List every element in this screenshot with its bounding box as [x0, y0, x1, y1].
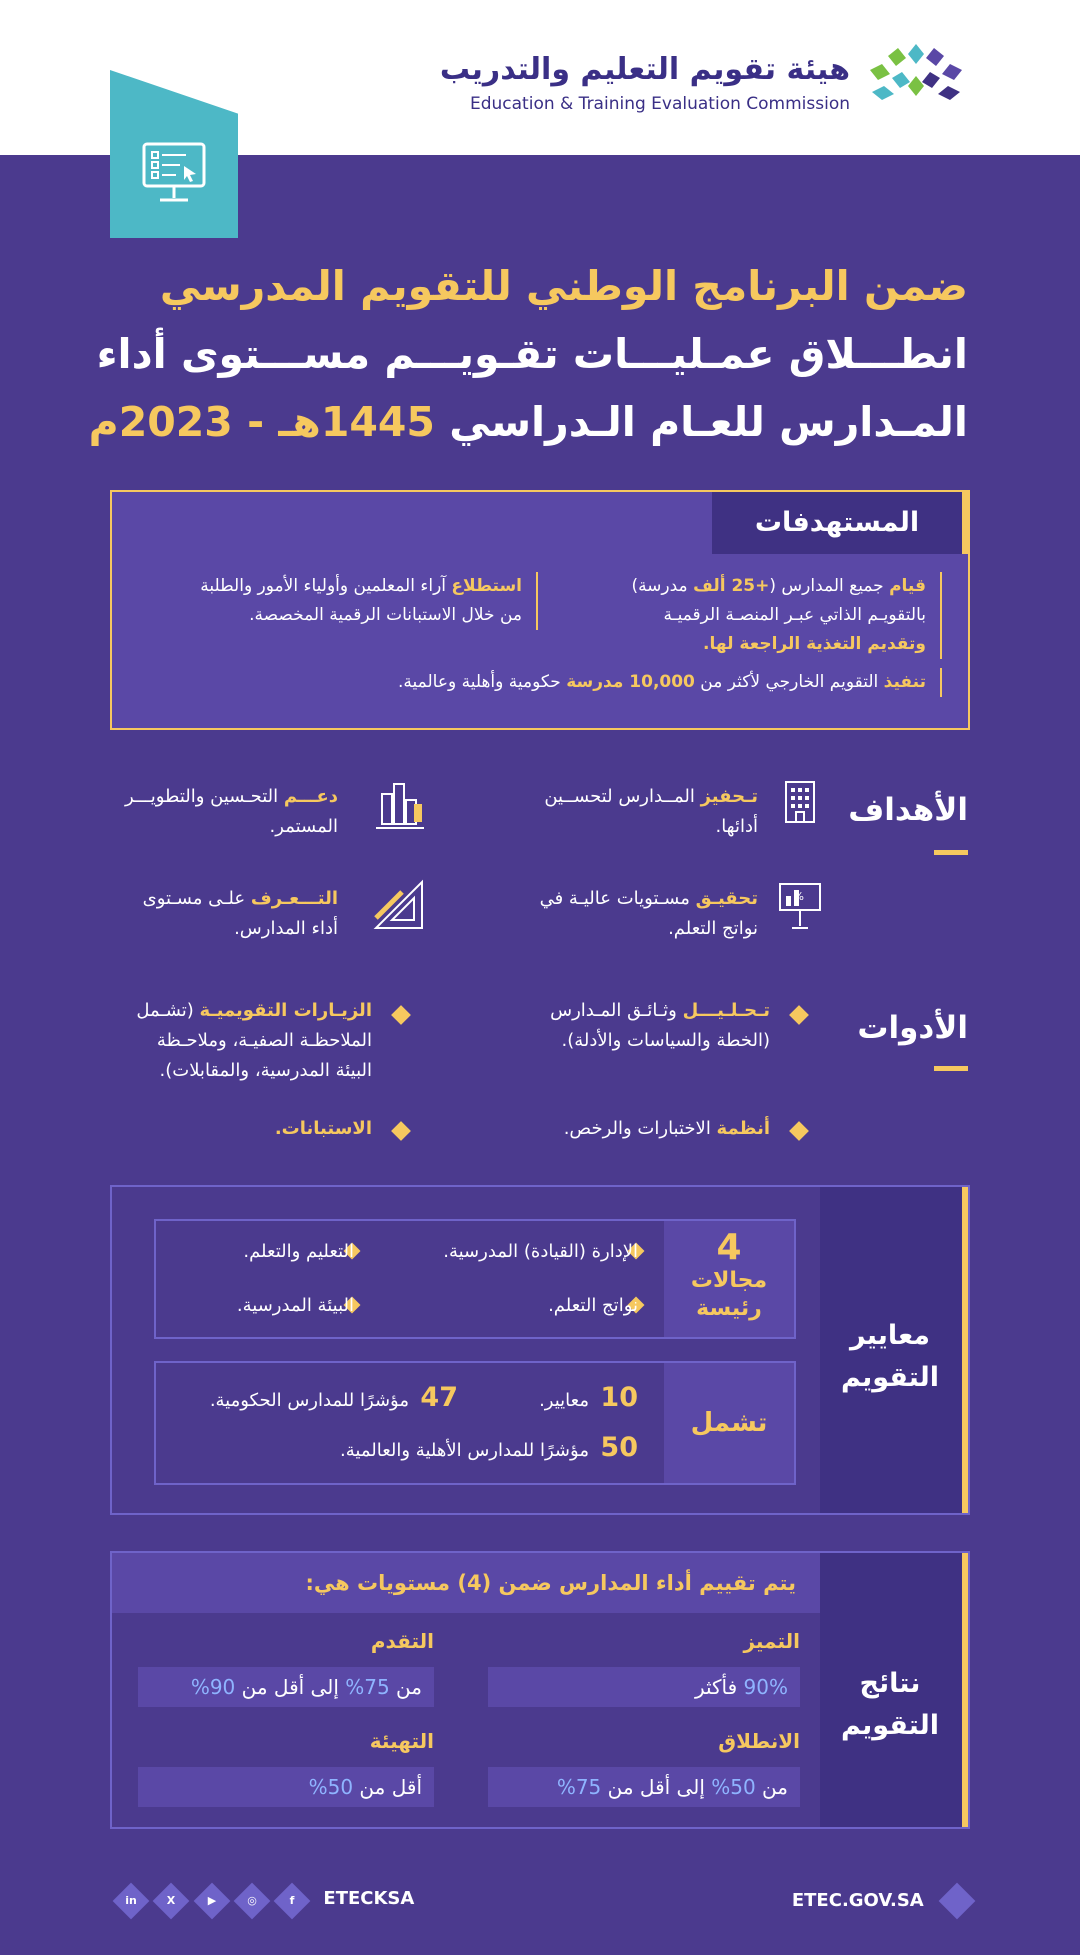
target-item-survey: استطلاع آراء المعلمين وأولياء الأمور والطلبة من خلال الاستبانات الرقمية المخصصة.: [142, 572, 538, 630]
level-excellence-name: التميز: [743, 1629, 800, 1653]
goal-motivate: تـحفيز المــدارس لتحســين أدائها.: [544, 786, 758, 837]
level-launch-range: من 50% إلى أقل من 75%: [488, 1767, 800, 1807]
page-title-line1: انطـــلاق عمـليـــات تقـويـــم مســـتوى أداء: [96, 330, 968, 378]
domains-label: 4 مجالات رئيسة: [664, 1221, 794, 1337]
domain-environment: البيئة المدرسية.: [236, 1295, 354, 1316]
youtube-icon[interactable]: ▶: [193, 1883, 230, 1920]
computer-checklist-icon: [140, 140, 208, 208]
tool-surveys: الاستبانات.: [274, 1118, 372, 1139]
footer: [110, 1880, 970, 1920]
results-box: [110, 1551, 970, 1829]
level-launch-name: الانطلاق: [718, 1729, 800, 1753]
level-readiness-name: التهيئة: [369, 1729, 434, 1753]
presentation-chart-icon: [778, 878, 824, 938]
goal-achieve: تحقيـق مسـتويات عاليـة في نواتج التعلم.: [539, 888, 758, 939]
results-heading: يتم تقييم أداء المدارس ضمن (4) مستويات هي:: [112, 1553, 820, 1613]
targets-heading: المستهدفات: [712, 492, 968, 554]
standards-count: 10 معايير.: [539, 1382, 638, 1413]
domain-leadership: الإدارة (القيادة) المدرسية.: [443, 1241, 638, 1262]
goal-identify: التـــعـرف علـى مسـتوى أداء المدارس.: [142, 888, 338, 939]
private-indicators: 50 مؤشرًا للمدارس الأهلية والعالمية.: [340, 1432, 638, 1463]
social-links: [110, 1888, 414, 1919]
bullet-diamond-icon: [789, 1005, 809, 1025]
tools-heading: الأدوات: [857, 1010, 968, 1046]
social-handle[interactable]: ETECKSA: [323, 1888, 415, 1909]
level-excellence-range: 90% فأكثر: [488, 1667, 800, 1707]
bullet-diamond-icon: [391, 1005, 411, 1025]
criteria-box: [110, 1185, 970, 1515]
gov-indicators: 47 مؤشرًا للمدارس الحكومية.: [209, 1382, 458, 1413]
tool-tests: أنظمة الاختبارات والرخص.: [563, 1118, 770, 1139]
etec-logo-icon: [864, 42, 968, 112]
domain-teaching: التعليم والتعلم.: [243, 1241, 354, 1262]
level-progress-name: التقدم: [370, 1629, 434, 1653]
growth-buildings-icon: [374, 776, 428, 834]
goals-heading: الأهداف: [848, 792, 968, 828]
building-icon: [780, 778, 820, 826]
svg-text:%: %: [793, 890, 804, 903]
website-link[interactable]: ETEC.GOV.SA: [792, 1888, 970, 1914]
includes-box: [154, 1361, 796, 1485]
page-subtitle: ضمن البرنامج الوطني للتقويم المدرسي: [159, 262, 968, 310]
domains-box: [154, 1219, 796, 1339]
bullet-diamond-icon: [391, 1121, 411, 1141]
org-name-en: Education & Training Evaluation Commission: [469, 94, 850, 114]
tools-underline: [934, 1066, 968, 1071]
tool-analysis: تـحـلـيـــل وثـائـق المـدارس (الخطة والسياسات والأدلة).: [550, 1000, 770, 1051]
x-icon[interactable]: X: [153, 1883, 190, 1920]
goal-support: دعـــم التحـسين والتطويـــر المستمر.: [125, 786, 338, 837]
linkedin-icon[interactable]: in: [113, 1883, 150, 1920]
instagram-icon[interactable]: ◎: [233, 1883, 270, 1920]
level-readiness-range: أقل من 50%: [138, 1767, 434, 1807]
org-name-ar: هيئة تقويم التعليم والتدريب: [439, 52, 850, 87]
ruler-pencil-icon: [372, 878, 426, 932]
bullet-diamond-icon: [789, 1121, 809, 1141]
target-item-self-evaluation: قيام جميع المدارس (+25 ألف مدرسة) بالتقويـم الذاتي عبـر المنصـة الرقميـة وتقديم التغذية الراجعة لها.: [586, 572, 942, 659]
page-title-line2: المـدارس للعـام الـدراسي 1445هـ - 2023م: [88, 398, 968, 446]
targets-box: [110, 490, 970, 730]
target-item-external-evaluation: تنفيذ التقويم الخارجي لأكثر من 10,000 مدرسة حكومية وأهلية وعالمية.: [246, 668, 942, 697]
results-side-label: نتائج التقويم: [820, 1553, 968, 1827]
domain-outcomes: نواتج التعلم.: [548, 1295, 638, 1316]
facebook-icon[interactable]: f: [274, 1883, 311, 1920]
globe-icon: [939, 1883, 976, 1920]
criteria-side-label: معايير التقويم: [820, 1187, 968, 1513]
includes-label: تشمل: [664, 1363, 794, 1483]
level-progress-range: من 75% إلى أقل من 90%: [138, 1667, 434, 1707]
goals-underline: [934, 850, 968, 855]
tool-visits: الزيـارات التقويميـة (تشـمل الملاحظـة الصفيـة، وملاحـظة البيئة المدرسية، والمقابلات).: [136, 1000, 372, 1081]
